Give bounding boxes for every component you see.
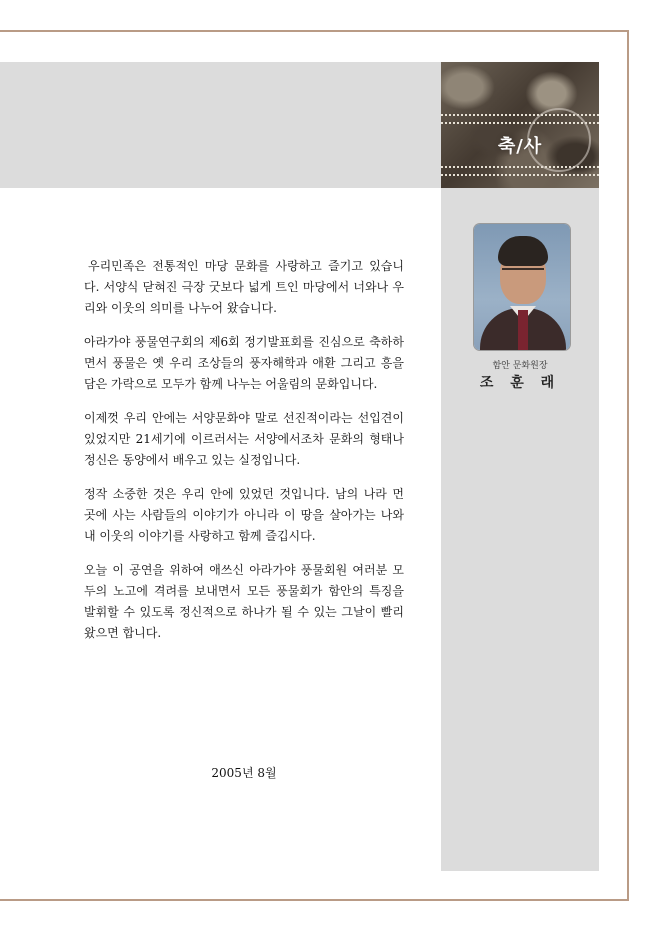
portrait-photo bbox=[474, 224, 570, 350]
person-role: 함안 문화원장 bbox=[492, 361, 548, 371]
portrait-tie bbox=[518, 310, 528, 350]
paragraph: 정작 소중한 것은 우리 안에 있었던 것입니다. 남의 나라 먼 곳에 사는 사람들의 이야기가 아니라 이 땅을 살아가는 나와 내 이웃의 이야기를 사랑하고 함께 즐깁시다. bbox=[84, 487, 404, 543]
banner-title: 축/사 bbox=[497, 136, 543, 157]
banner-dotted-line bbox=[441, 174, 599, 176]
message-body bbox=[84, 256, 404, 657]
header-band bbox=[0, 62, 441, 188]
paragraph: 우리민족은 전통적인 마당 문화를 사랑하고 즐기고 있습니다. 서양식 닫혀진 극장 굿보다 넓게 트인 마당에서 너와나 우리와 이웃의 의미를 나누어 왔습니다. bbox=[84, 259, 404, 315]
paragraph: 아라가야 풍물연구회의 제6회 정기발표회를 진심으로 축하하면서 풍물은 옛 우리 조상들의 풍자해학과 애환 그리고 흥을 담은 가락으로 모두가 함께 나누는 어울림의 문화입니다. bbox=[84, 335, 404, 391]
person-name: 조 훈 래 bbox=[479, 375, 561, 391]
portrait-glasses bbox=[502, 268, 544, 280]
date-line: 2005년 8월 bbox=[211, 766, 277, 780]
banner-photo bbox=[441, 62, 599, 188]
portrait-hair bbox=[498, 236, 548, 266]
paragraph: 이제껏 우리 안에는 서양문화야 말로 선진적이라는 선입견이 있었지만 21세기에 이르러서는 서양에서조차 문화의 형태나 정신은 동양에서 배우고 있는 실정입니다. bbox=[84, 411, 404, 467]
paragraph: 오늘 이 공연을 위하여 애쓰신 아라가야 풍물회원 여러분 모두의 노고에 격려를 보내면서 모든 풍물회가 함안의 특징을 발휘할 수 있도록 정신적으로 하나가 될 수 있는 그날이 빨리 왔으면 합니다. bbox=[84, 563, 404, 640]
